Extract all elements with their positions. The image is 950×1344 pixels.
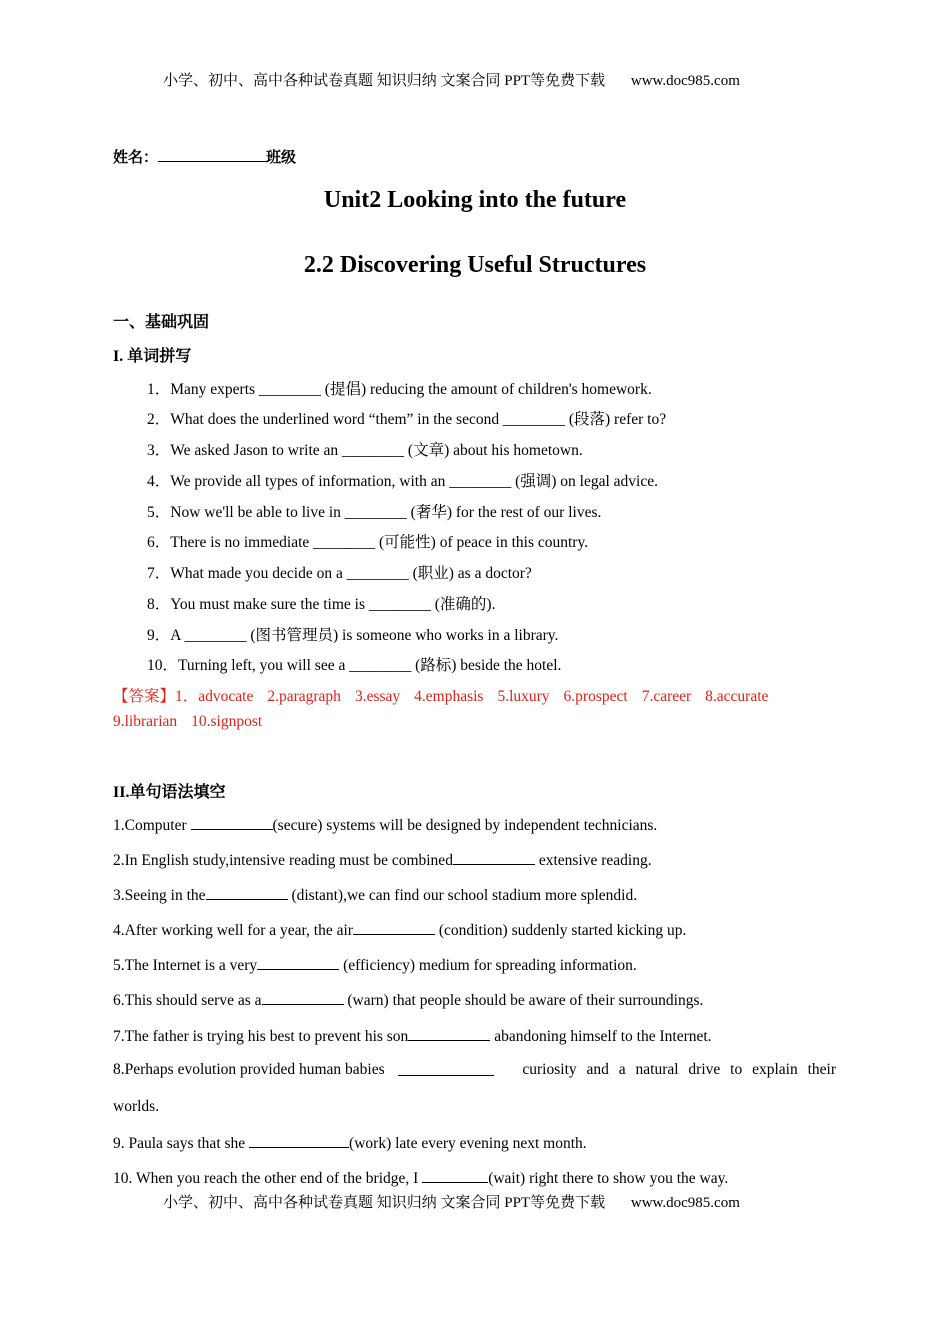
- list-item: 8．You must make sure the time is ________ (准确的).: [147, 596, 496, 613]
- item-text: 8.Perhaps evolution provided human babies: [113, 1061, 389, 1078]
- answer-item: 6.prospect: [563, 688, 628, 705]
- item-text: 5.The Internet is a very: [113, 957, 258, 974]
- item-text: (efficiency) medium for spreading information.: [339, 957, 637, 974]
- item-text: 3.Seeing in the: [113, 887, 206, 904]
- answer-item: 2.paragraph: [267, 688, 341, 705]
- item-text: (secure) systems will be designed by independent technicians.: [272, 817, 658, 834]
- list-item: [113, 850, 652, 870]
- answer-line-1: [113, 684, 768, 706]
- answer-item: 1．advocate: [175, 688, 254, 705]
- answer-item: 3.essay: [354, 688, 401, 705]
- list-item: [113, 1026, 712, 1046]
- item-text: 4.After working well for a year, the air: [113, 922, 353, 939]
- footer-url[interactable]: www.doc985.com: [630, 1195, 740, 1211]
- class-label: 班级: [266, 150, 297, 166]
- answer-item: 7.career: [641, 688, 692, 705]
- list-item: 9．A ________ (图书管理员) is someone who works in a library.: [147, 627, 559, 644]
- part2-heading: II.单句语法填空: [113, 784, 226, 801]
- answer-blank[interactable]: [408, 1026, 490, 1041]
- answer-line-2: [113, 713, 262, 731]
- page-subtitle: 2.2 Discovering Useful Structures: [303, 252, 647, 278]
- list-item: [113, 815, 657, 835]
- item-text: curiosity and a natural drive to explain their: [502, 1061, 836, 1078]
- item-text: abandoning himself to the Internet.: [490, 1028, 712, 1045]
- answer-item: 4.emphasis: [414, 688, 484, 705]
- item-text: extensive reading.: [534, 852, 652, 869]
- list-item: [113, 990, 703, 1010]
- name-blank[interactable]: [158, 147, 266, 162]
- list-item: 7．What made you decide on a ________ (职业) as a doctor?: [147, 565, 532, 582]
- item-text: 1.Computer: [113, 817, 191, 834]
- answer-item: 5.luxury: [497, 688, 550, 705]
- item-text: (work) late every evening next month.: [349, 1135, 587, 1152]
- answer-item: 8.accurate: [705, 688, 769, 705]
- list-item: 2．What does the underlined word “them” in the second ________ (段落) refer to?: [147, 411, 667, 428]
- list-item: 1．Many experts ________ (提倡) reducing the amount of children's homework.: [147, 381, 652, 398]
- answer-item: 10.signpost: [191, 713, 263, 730]
- item-text: (warn) that people should be aware of their surroundings.: [343, 992, 704, 1009]
- list-item: [113, 1061, 836, 1079]
- section-heading: 一、基础巩固: [113, 314, 210, 331]
- list-item: 6．There is no immediate ________ (可能性) of peace in this country.: [147, 534, 589, 551]
- answer-blank[interactable]: [262, 990, 344, 1005]
- page-header: [163, 69, 740, 90]
- answer-tag: 【答案】: [113, 688, 176, 705]
- page-title: Unit2 Looking into the future: [323, 187, 627, 213]
- item-text: 10. When you reach the other end of the bridge, I: [113, 1170, 423, 1187]
- answer-blank[interactable]: [453, 850, 535, 865]
- footer-text: 小学、初中、高中各种试卷真题 知识归纳 文案合同 PPT等免费下载: [163, 1195, 606, 1211]
- answer-blank[interactable]: [398, 1061, 494, 1076]
- list-item: [113, 885, 637, 905]
- item-text: (distant),we can find our school stadium more splendid.: [287, 887, 638, 904]
- list-item: 10．Turning left, you will see a ________ (路标) beside the hotel.: [147, 657, 562, 674]
- answer-blank[interactable]: [422, 1168, 488, 1183]
- name-label: 姓名：: [113, 150, 159, 166]
- list-item: [113, 1168, 728, 1188]
- list-item: [113, 920, 686, 940]
- part1-heading: I. 单词拼写: [113, 348, 192, 365]
- item-text: 2.In English study,intensive reading must be combined: [113, 852, 453, 869]
- item-text: 6.This should serve as a: [113, 992, 262, 1009]
- answer-item: 9.librarian: [113, 713, 178, 730]
- list-item: 5．Now we'll be able to live in ________ (奢华) for the rest of our lives.: [147, 504, 602, 521]
- item-text: 9. Paula says that she: [113, 1135, 250, 1152]
- item-text: (wait) right there to show you the way.: [488, 1170, 729, 1187]
- list-item-continuation: worlds.: [113, 1098, 160, 1115]
- item-text: 7.The father is trying his best to prevent his son: [113, 1028, 409, 1045]
- list-item: [113, 1133, 587, 1153]
- list-item: 4．We provide all types of information, with an ________ (强调) on legal advice.: [147, 473, 658, 490]
- header-text: 小学、初中、高中各种试卷真题 知识归纳 文案合同 PPT等免费下载: [163, 73, 606, 89]
- header-url[interactable]: www.doc985.com: [630, 73, 740, 89]
- name-class-line: [113, 146, 296, 167]
- answer-blank[interactable]: [249, 1133, 349, 1148]
- item-text: (condition) suddenly started kicking up.: [434, 922, 687, 939]
- answer-blank[interactable]: [257, 955, 339, 970]
- answer-blank[interactable]: [206, 885, 288, 900]
- list-item: [113, 955, 637, 975]
- answer-blank[interactable]: [353, 920, 435, 935]
- list-item: 3．We asked Jason to write an ________ (文章) about his hometown.: [147, 442, 583, 459]
- page-footer: [163, 1191, 740, 1212]
- answer-blank[interactable]: [191, 815, 273, 830]
